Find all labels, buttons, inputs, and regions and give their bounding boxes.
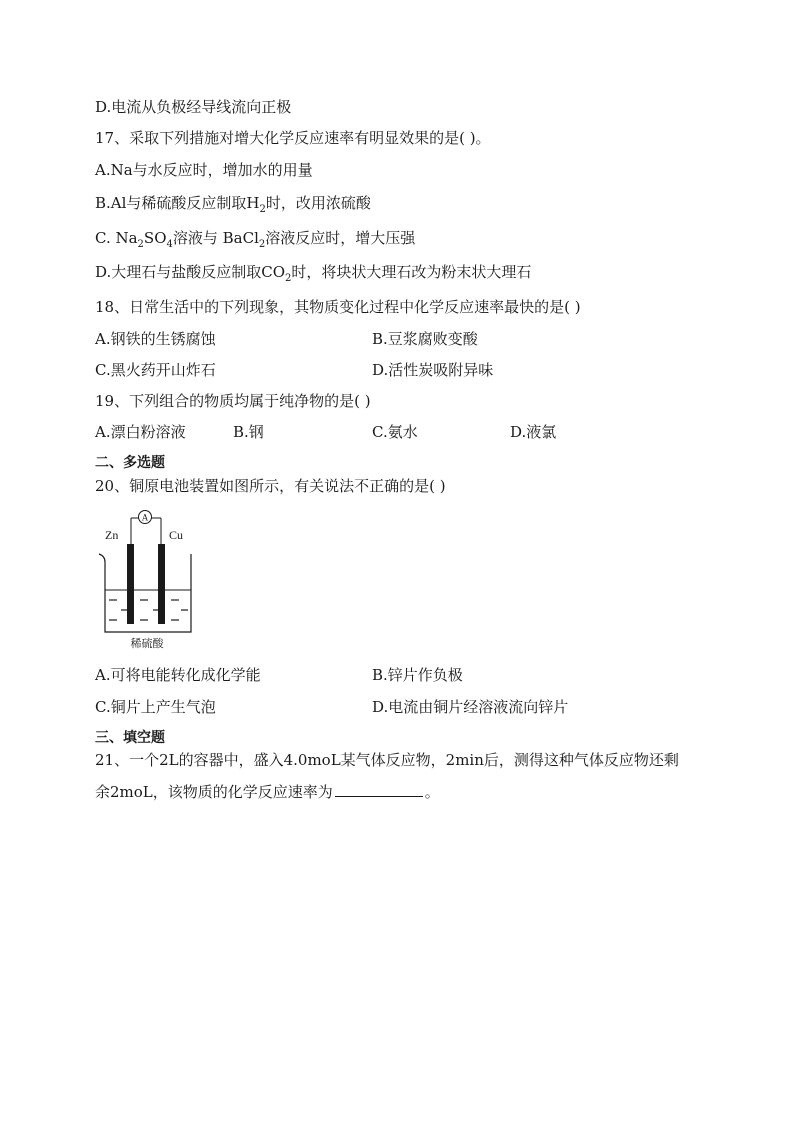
q17-option-b-text: B.Al与稀硫酸反应制取H: [95, 194, 260, 212]
q21-line1: 21、一个2L的容器中，盛入4.0moL某气体反应物，2min后，测得这种气体反应物还剩: [95, 751, 679, 769]
subscript: 2: [258, 239, 266, 250]
ammeter-label: A: [141, 512, 149, 523]
q19-stem: 19、下列组合的物质均属于纯净物的是( ): [95, 392, 371, 410]
subscript: 4: [166, 239, 173, 250]
q18-option-b: B.豆浆腐败变酸: [372, 330, 478, 348]
q17-option-c-text2: SO: [143, 229, 167, 247]
q18-option-c: C.黑火药开山炸石: [95, 361, 216, 379]
q18-stem: 18、日常生活中的下列现象，其物质变化过程中化学反应速率最快的是( ): [95, 298, 581, 316]
q21-line2-tail: 。: [424, 783, 440, 801]
q19-option-c: C.氨水: [372, 423, 418, 441]
q17-stem: 17、采取下列措施对增大化学反应速率有明显效果的是( )。: [95, 129, 491, 147]
zinc-electrode: [127, 544, 134, 624]
electrolyte-dashes: [109, 600, 188, 620]
subscript: 2: [259, 204, 266, 215]
electrolyte-caption: 稀硫酸: [130, 637, 164, 650]
q17-option-c-text3: 溶液与 BaCl: [172, 229, 259, 247]
q17-option-d-tail: 时，将块状大理石改为粉末状大理石: [291, 263, 532, 281]
subscript: 2: [137, 239, 144, 250]
q20-option-a: A.可将电能转化成化学能: [95, 666, 261, 684]
q17-option-c: [95, 228, 415, 255]
q17-option-d-text: D.大理石与盐酸反应制取CO: [95, 263, 286, 281]
q20-option-b: B.锌片作负极: [372, 666, 463, 684]
subscript: 2: [285, 273, 292, 284]
q17-option-a: A.Na与水反应时，增加水的用量: [95, 161, 313, 179]
copper-label: Cu: [169, 528, 184, 542]
copper-electrode: [158, 544, 165, 624]
q17-option-b-tail: 时，改用浓硫酸: [265, 194, 371, 212]
q21-line2-text: 余2moL，该物质的化学反应速率为: [95, 783, 333, 801]
q17-option-c-text: C. Na: [95, 229, 138, 247]
q19-option-b: B.钢: [233, 423, 264, 441]
q21-line2: [95, 782, 440, 802]
section-heading-multi-choice: 二、多选题: [95, 455, 165, 471]
q19-option-a: A.漂白粉溶液: [95, 423, 186, 441]
q17-option-b: [95, 193, 371, 220]
q18-option-a: A.钢铁的生锈腐蚀: [95, 330, 216, 348]
zinc-label: Zn: [105, 528, 119, 542]
q17-option-d: [95, 262, 531, 289]
q20-option-c: C.铜片上产生气泡: [95, 698, 216, 716]
q17-option-c-tail: 溶液反应时，增大压强: [265, 229, 416, 247]
answer-blank[interactable]: [335, 782, 423, 797]
galvanic-cell-diagram: [95, 504, 205, 652]
q18-option-d: D.活性炭吸附异味: [372, 361, 494, 379]
q16-option-d: D.电流从负极经导线流向正极: [95, 98, 292, 116]
q20-stem: 20、铜原电池装置如图所示，有关说法不正确的是( ): [95, 477, 446, 495]
q19-option-d: D.液氯: [510, 423, 557, 441]
q20-option-d: D.电流由铜片经溶液流向锌片: [372, 698, 569, 716]
section-heading-fill-blank: 三、填空题: [95, 730, 165, 746]
